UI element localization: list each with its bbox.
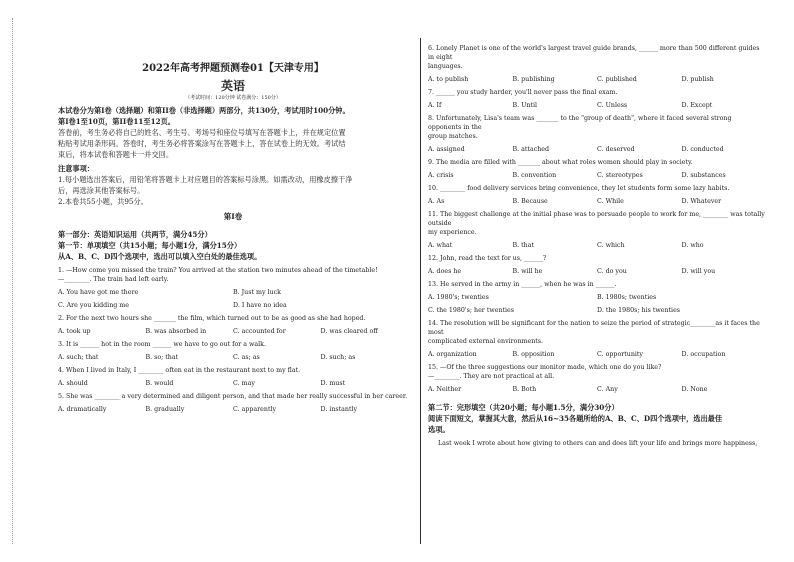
option: D. must — [320, 380, 346, 387]
left-column — [58, 62, 408, 414]
question-text: languages. — [428, 63, 463, 70]
options-row — [428, 171, 766, 180]
option: D. I have no idea — [233, 302, 287, 309]
passage-start: Last week I wrote about how giving to others can and does lift your life and brings more happiness, — [438, 440, 758, 447]
option: A. crisis — [428, 172, 454, 179]
option: D. was cleared off — [320, 328, 378, 335]
option: A. 1980's; twenties — [428, 294, 489, 301]
option: C. deserved — [597, 146, 635, 153]
options-row — [428, 306, 766, 315]
option: B. Because — [512, 198, 548, 205]
exam-title: 2022年高考押题预测卷01【天津专用】 — [142, 63, 324, 74]
options-row — [58, 288, 408, 297]
question — [428, 363, 766, 394]
option: A. You have got me there — [58, 289, 139, 296]
option: A. As — [428, 198, 445, 205]
option: C. which — [597, 242, 625, 249]
option: C. Are you kidding me — [58, 302, 129, 309]
option: A. took up — [58, 328, 91, 335]
option: D. Except — [681, 102, 713, 109]
options-row — [58, 353, 408, 362]
question-text: 7. ______ you study harder, you'll never pass the final exam. — [428, 89, 618, 96]
question — [428, 254, 766, 276]
option: A. If — [428, 102, 442, 109]
section2 — [428, 402, 766, 448]
option: C. the 1980's; her twenties — [428, 307, 515, 314]
question — [58, 314, 408, 336]
intro-line: 第I卷1至10页，第II卷11至12页。 — [58, 117, 175, 126]
options-row — [428, 385, 766, 394]
question — [428, 114, 766, 154]
question — [428, 210, 766, 250]
question-text: —________. They are not practical at all. — [428, 373, 555, 380]
note-item: 1.每小题选出答案后，用铅笔将答题卡上对应题目的答案标号涂黑。如需改动，用橡皮擦干净 — [58, 175, 353, 184]
question-text: my experience. — [428, 229, 477, 236]
option: D. None — [681, 386, 708, 393]
question — [428, 280, 766, 315]
option: C. do you — [597, 268, 627, 275]
option: B. so; that — [145, 354, 179, 361]
question-text: 4. When I lived in Italy, I ________ often eat in the restaurant next to my flat. — [58, 367, 301, 374]
section2-instruction: 选项。 — [428, 425, 450, 434]
question — [58, 340, 408, 362]
option: D. instantly — [320, 406, 358, 413]
question-text: 13. He served in the army in ______, when he was in ______. — [428, 281, 617, 288]
question-text: group matches. — [428, 133, 478, 140]
exam-meta: （考试时间：120分钟 试卷满分：150分） — [185, 95, 281, 101]
option: A. what — [428, 242, 453, 249]
option: A. dramatically — [58, 406, 107, 413]
option: C. accounted for — [233, 328, 286, 335]
option: D. conducted — [681, 146, 724, 153]
section2-heading: 第二节：完形填空（共20小题；每小题1.5分，满分30分） — [428, 403, 619, 412]
option: B. Until — [512, 102, 538, 109]
option: B. opposition — [512, 351, 555, 358]
option: D. the 1980s; his twenties — [597, 307, 681, 314]
question-text: 1. —How come you missed the train? You arrived at the station two minutes ahead of the timetable! — [58, 267, 378, 274]
question-text: complicated external environments. — [428, 338, 544, 345]
question — [58, 392, 408, 414]
question — [428, 319, 766, 359]
question-text: 15. —Of the three suggestions our monitor made, which one do you like? — [428, 364, 662, 371]
question — [428, 44, 766, 84]
question-text: 12. John, read the text for us, ______? — [428, 255, 547, 262]
subject-title: 英语 — [220, 79, 245, 93]
option: C. stereotypes — [597, 172, 643, 179]
question — [428, 88, 766, 110]
intro-line: 粘贴考试用条形码。答卷时，考生务必将答案涂写在答题卡上，答在试卷上的无效。考试结 — [58, 139, 346, 148]
option: B. gradually — [145, 406, 185, 413]
option: B. that — [512, 242, 535, 249]
question — [58, 266, 408, 310]
question-text: 5. She was ________ a very determined and diligent person, and that made her really successful in her career. — [58, 393, 408, 400]
question-text: 2. For the next two hours she _______ the film, which turned out to be as good as she had hoped. — [58, 315, 366, 322]
question-text: —________. The train had left early. — [58, 276, 169, 283]
option: B. attached — [512, 146, 550, 153]
option: B. Just my luck — [233, 289, 281, 296]
options-row — [58, 301, 408, 310]
option: D. will you — [681, 268, 716, 275]
question — [58, 366, 408, 388]
options-row — [58, 379, 408, 388]
option: A. assigned — [428, 146, 465, 153]
notes-heading: 注意事项： — [58, 164, 94, 173]
option: C. Unless — [597, 102, 628, 109]
option: A. Neither — [428, 386, 462, 393]
option: C. published — [597, 76, 637, 83]
question-text: 3. It is ______ hot in the room ______ we have to go out for a walk. — [58, 341, 266, 348]
options-row — [428, 197, 766, 206]
option: B. 1980s; twenties — [597, 294, 657, 301]
options-row — [428, 101, 766, 110]
option: D. occupation — [681, 351, 726, 358]
option: D. who — [681, 242, 704, 249]
option: D. such; as — [320, 354, 356, 361]
option: B. was absorbed in — [145, 328, 207, 335]
option: B. convention — [512, 172, 557, 179]
options-row — [428, 293, 766, 302]
intro — [58, 105, 408, 160]
option: D. Whatever — [681, 198, 722, 205]
column-divider — [420, 38, 421, 544]
option: C. While — [597, 198, 624, 205]
option: A. does he — [428, 268, 462, 275]
options-row — [428, 350, 766, 359]
option: D. publish — [681, 76, 714, 83]
question-text: 8. Unfortunately, Lisa's team was _______ to the "group of death", where it faced several strong opponents in the — [428, 115, 732, 131]
option: C. opportunity — [597, 351, 643, 358]
option: A. to publish — [428, 76, 469, 83]
option: B. would — [145, 380, 174, 387]
options-row — [58, 327, 408, 336]
binding-line — [12, 18, 17, 544]
question-text: 9. The media are filled with _______ about what roles women should play in society. — [428, 159, 693, 166]
note-item: 后，再选涂其他答案标号。 — [58, 186, 145, 195]
option: C. Any — [597, 386, 618, 393]
options-row — [428, 75, 766, 84]
option: B. will he — [512, 268, 543, 275]
option: A. organization — [428, 351, 477, 358]
question — [428, 184, 766, 206]
question — [428, 158, 766, 180]
options-row — [428, 145, 766, 154]
option: D. substances — [681, 172, 726, 179]
intro-line: 束后，将本试卷和答题卡一并交回。 — [58, 150, 174, 159]
option: C. may — [233, 380, 255, 387]
option: B. Both — [512, 386, 537, 393]
section1-instruction: 从A、B、C、D四个选项中，选出可以填入空白处的最佳选项。 — [58, 252, 262, 261]
right-column — [428, 40, 766, 448]
volume-label: 第I卷 — [223, 212, 243, 221]
section1-subheading: 第一节：单项填空（共15小题；每小题1分，满分15分） — [58, 241, 242, 250]
intro-line: 本试卷分为第I卷（选择题）和第II卷（非选择题）两部分，共130分，考试用时100分钟。 — [58, 106, 350, 115]
section1-heading: 第一部分：英语知识运用（共两节，满分45分） — [58, 230, 212, 239]
question-text: 14. The resolution will be significant for the nation to seize the period of strategic________as it faces the most — [428, 320, 760, 336]
section2-instruction: 阅读下面短文，掌握其大意，然后从16~35各题所给的A、B、C、D四个选项中，选出最佳 — [428, 414, 723, 423]
notes — [58, 163, 408, 207]
options-row — [428, 267, 766, 276]
option: C. apparently — [233, 406, 277, 413]
section1-header — [58, 229, 408, 262]
question-text: 11. The biggest challenge at the initial phase was to persuade people to work for me, ________ was totally outside — [428, 211, 765, 227]
questions-right — [428, 44, 766, 394]
question-text: 10. ________ food delivery services bring convenience, they let students form some lazy habits. — [428, 185, 730, 192]
option: A. should — [58, 380, 88, 387]
option: A. such; that — [58, 354, 99, 361]
questions-left — [58, 266, 408, 414]
option: C. as; as — [233, 354, 260, 361]
option: B. publishing — [512, 76, 555, 83]
options-row — [428, 241, 766, 250]
intro-line: 答卷前，考生务必将自己的姓名、考生号、考场号和座位号填写在答题卡上，并在规定位置 — [58, 128, 346, 137]
options-row — [58, 405, 408, 414]
question-text: 6. Lonely Planet is one of the world's largest travel guide brands, ______ more than 500 different guides in eight — [428, 45, 760, 61]
note-item: 2.本卷共55小题，共95分。 — [58, 197, 148, 206]
